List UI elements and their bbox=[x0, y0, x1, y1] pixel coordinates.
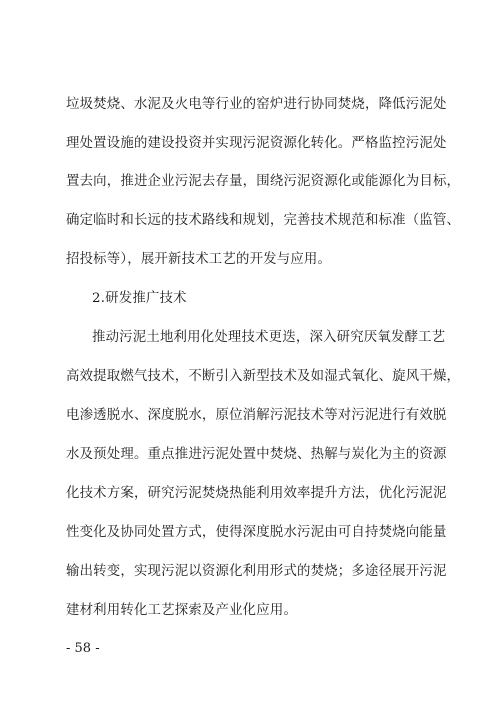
paragraph-1-line-2: 理处置设施的建设投资并实现污泥资源化转化。严格监控污泥处 bbox=[66, 136, 447, 151]
paragraph-2-line-8: 建材利用转化工艺探索及产业化应用。 bbox=[66, 603, 298, 618]
paragraph-1-line-4: 确定临时和长远的技术路线和规划，完善技术规范和标准（监管、 bbox=[66, 213, 461, 228]
paragraph-2-line-2: 高效提取燃气技术，不断引入新型技术及如湿式氧化、旋风干燥， bbox=[66, 369, 461, 384]
section-heading: 2.研发推广技术 bbox=[92, 291, 187, 306]
paragraph-2-line-1: 推动污泥土地利用化处理技术更迭，深入研究厌氧发酵工艺 bbox=[92, 330, 446, 345]
paragraph-1-line-1: 垃圾焚烧、水泥及火电等行业的窑炉进行协同焚烧，降低污泥处 bbox=[66, 97, 447, 112]
paragraph-2-line-3: 电渗透脱水、深度脱水，原位消解污泥技术等对污泥进行有效脱 bbox=[66, 408, 447, 423]
paragraph-1-line-5: 招投标等），展开新技术工艺的开发与应用。 bbox=[66, 252, 332, 267]
paragraph-2-line-4: 水及预处理。重点推进污泥处置中焚烧、热解与炭化为主的资源 bbox=[66, 447, 447, 462]
paragraph-2-line-6: 性变化及协同处置方式，使得深度脱水污泥由可自持焚烧向能量 bbox=[66, 525, 447, 540]
paragraph-2-line-7: 输出转变，实现污泥以资源化利用形式的焚烧；多途径展开污泥 bbox=[66, 564, 447, 579]
page-number: - 58 - bbox=[66, 641, 100, 656]
paragraph-2-line-5: 化技术方案，研究污泥焚烧热能利用效率提升方法，优化污泥泥 bbox=[66, 486, 447, 501]
paragraph-1-line-3: 置去向，推进企业污泥去存量，围绕污泥资源化或能源化为目标， bbox=[66, 174, 461, 189]
